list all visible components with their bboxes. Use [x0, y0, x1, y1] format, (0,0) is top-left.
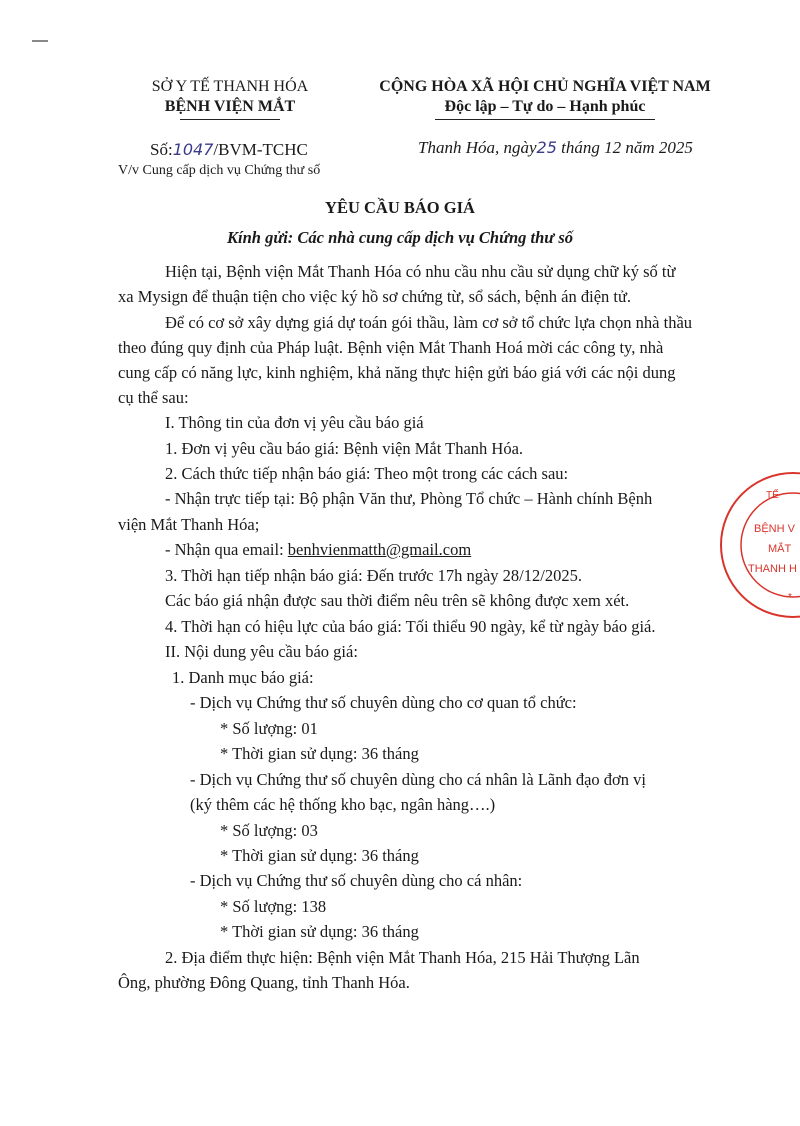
body-line: xa Mysign để thuận tiện cho việc ký hồ sơ chứng từ, sổ sách, bệnh án điện tử. — [118, 287, 632, 306]
body-line: 4. Thời hạn có hiệu lực của báo giá: Tối thiểu 90 ngày, kể từ ngày báo giá. — [165, 617, 656, 636]
document-subject: V/v Cung cấp dịch vụ Chứng thư số — [118, 163, 321, 178]
service-detail: * Thời gian sử dụng: 36 tháng — [220, 922, 419, 941]
document-number — [150, 140, 308, 160]
national-title: CỘNG HÒA XÃ HỘI CHỦ NGHĨA VIỆT NAM — [379, 78, 711, 95]
document-title: YÊU CẦU BÁO GIÁ — [325, 198, 475, 217]
stamp-star-icon: * — [788, 592, 792, 603]
service-item: - Dịch vụ Chứng thư số chuyên dùng cho cá nhân là Lãnh đạo đơn vị — [190, 770, 646, 789]
body-line: theo đúng quy định của Pháp luật. Bệnh viện Mắt Thanh Hoá mời các công ty, nhà — [118, 338, 664, 357]
recipient-line: Kính gửi: Các nhà cung cấp dịch vụ Chứng thư số — [227, 228, 573, 247]
service-detail: * Số lượng: 138 — [220, 897, 327, 916]
section-heading: I. Thông tin của đơn vị yêu cầu báo giá — [165, 413, 424, 432]
service-detail: * Thời gian sử dụng: 36 tháng — [220, 846, 419, 865]
doc-no-suffix: /BVM-TCHC — [213, 140, 308, 159]
body-line: 2. Cách thức tiếp nhận báo giá: Theo một trong các cách sau: — [165, 464, 569, 483]
body-line: cung cấp có năng lực, kinh nghiệm, khả năng thực hiện gửi báo giá với các nội dung — [118, 363, 676, 382]
date-day-handwritten: 25 — [536, 138, 557, 157]
section-heading: II. Nội dung yêu cầu báo giá: — [165, 642, 358, 661]
national-motto: Độc lập – Tự do – Hạnh phúc — [444, 98, 646, 115]
date-prefix: Thanh Hóa, ngày — [418, 138, 537, 157]
stamp-text-hospital: BỆNH V — [754, 523, 795, 535]
email-link[interactable]: benhvienmatth@gmail.com — [287, 540, 472, 559]
stamp-text-top: TẾ — [766, 490, 779, 501]
date-suffix: tháng 12 năm 2025 — [556, 138, 693, 157]
service-detail: * Số lượng: 01 — [220, 719, 318, 738]
body-line: - Nhận trực tiếp tại: Bộ phận Văn thư, Phòng Tổ chức – Hành chính Bệnh — [165, 489, 653, 508]
email-label: - Nhận qua email: — [165, 540, 288, 559]
org-name: BỆNH VIỆN MẮT — [164, 98, 296, 115]
service-detail: * Thời gian sử dụng: 36 tháng — [220, 744, 419, 763]
body-line: Để có cơ sở xây dựng giá dự toán gói thầu, làm cơ sở tổ chức lựa chọn nhà thầu — [165, 313, 693, 332]
service-detail: * Số lượng: 03 — [220, 821, 318, 840]
email-line — [165, 540, 471, 560]
stamp-text-eye: MẮT — [768, 543, 792, 555]
stamp-text-city: THANH H — [748, 563, 797, 575]
org-underline — [180, 119, 280, 120]
body-line: viện Mắt Thanh Hóa; — [118, 515, 260, 534]
service-item: - Dịch vụ Chứng thư số chuyên dùng cho cơ quan tổ chức: — [190, 693, 577, 712]
motto-underline — [435, 119, 655, 120]
org-parent: SỞ Y TẾ THANH HÓA — [151, 78, 309, 95]
hospital-stamp — [718, 470, 800, 620]
body-line: cụ thể sau: — [118, 388, 189, 407]
service-item: (ký thêm các hệ thống kho bạc, ngân hàng….) — [190, 795, 496, 814]
body-line: 2. Địa điểm thực hiện: Bệnh viện Mắt Thanh Hóa, 215 Hải Thượng Lãn — [165, 948, 640, 967]
scan-mark — [32, 40, 48, 42]
doc-no-handwritten: 1047 — [172, 140, 214, 159]
service-item: - Dịch vụ Chứng thư số chuyên dùng cho cá nhân: — [190, 871, 523, 890]
body-line: Hiện tại, Bệnh viện Mắt Thanh Hóa có nhu cầu nhu cầu sử dụng chữ ký số từ — [165, 262, 676, 281]
body-line: 3. Thời hạn tiếp nhận báo giá: Đến trước 17h ngày 28/12/2025. — [165, 566, 582, 585]
document-date — [418, 138, 693, 158]
body-line: 1. Danh mục báo giá: — [172, 668, 314, 687]
body-line: 1. Đơn vị yêu cầu báo giá: Bệnh viện Mắt Thanh Hóa. — [165, 439, 524, 458]
body-line: Các báo giá nhận được sau thời điểm nêu trên sẽ không được xem xét. — [165, 591, 630, 610]
doc-no-prefix: Số: — [150, 140, 173, 159]
body-line: Ông, phường Đông Quang, tỉnh Thanh Hóa. — [118, 973, 410, 992]
